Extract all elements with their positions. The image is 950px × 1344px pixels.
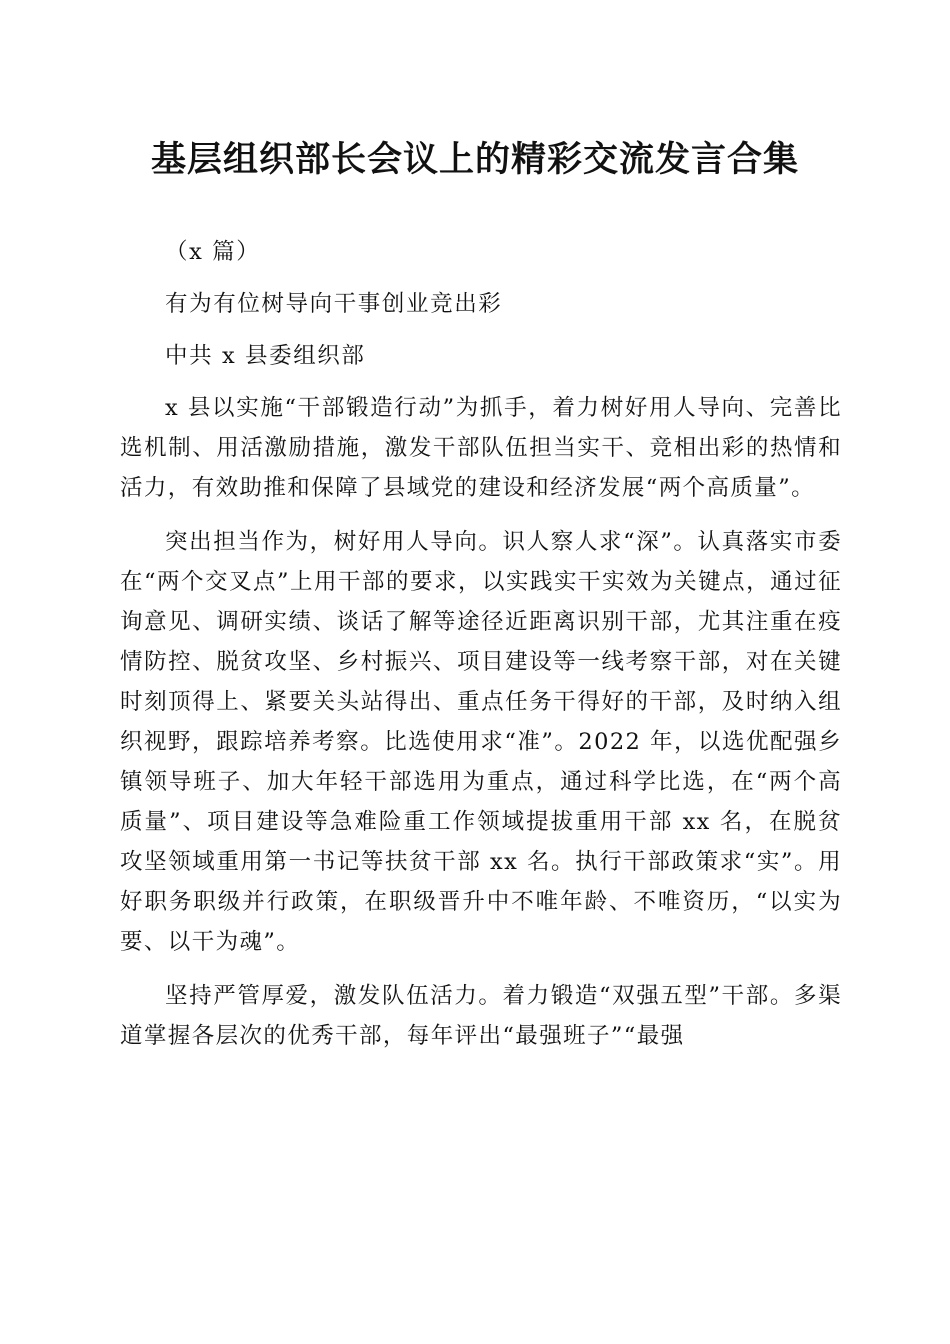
paragraph-intro: x 县以实施“干部锻造行动”为抓手，着力树好用人导向、完善比选机制、用活激励措施，激发干部队伍担当实干、竞相出彩的热情和活力，有效助推和保障了县域党的建设和经济发展“两个高质量”。 bbox=[120, 395, 842, 501]
paragraph-management: 坚持严管厚爱，激发队伍活力。着力锻造“双强五型”干部。多渠道掌握各层次的优秀干部，每年评出“最强班子”“最强 bbox=[120, 983, 842, 1049]
article-title: 有为有位树导向干事创业竞出彩 bbox=[165, 291, 503, 317]
paragraph-guidance: 突出担当作为，树好用人导向。识人察人求“深”。认真落实市委在“两个交叉点”上用干部的要求，以实践实干实效为关键点，通过征询意见、调研实绩、谈话了解等途径近距离识别干部，尤其注重在疫情防控、脱贫攻坚、乡村振兴、项目建设等一线考察干部，对在关键时刻顶得上、紧要关头站得出、重点任务干得好的干部，及时纳入组织视野，跟踪培养考察。比选使用求“准”。2022 年，以选优配强乡镇领导班子、加大年轻干部选用为重点，通过科学比选，在“两个高质量”、项目建设等急难险重工作领域提拔重用干部 xx 名，在脱贫攻坚领域重用第一书记等扶贫干部 xx 名。执行干部政策求“实”。用好职务职级并行政策，在职级晋升中不唯年龄、不唯资历，“以实为要、以干为魂”。 bbox=[120, 529, 842, 955]
document-body bbox=[120, 232, 842, 1070]
section-label: （x 篇） bbox=[165, 239, 261, 265]
document-title: 基层组织部长会议上的精彩交流发言合集 bbox=[150, 139, 799, 180]
author-line: 中共 x 县委组织部 bbox=[165, 343, 366, 369]
